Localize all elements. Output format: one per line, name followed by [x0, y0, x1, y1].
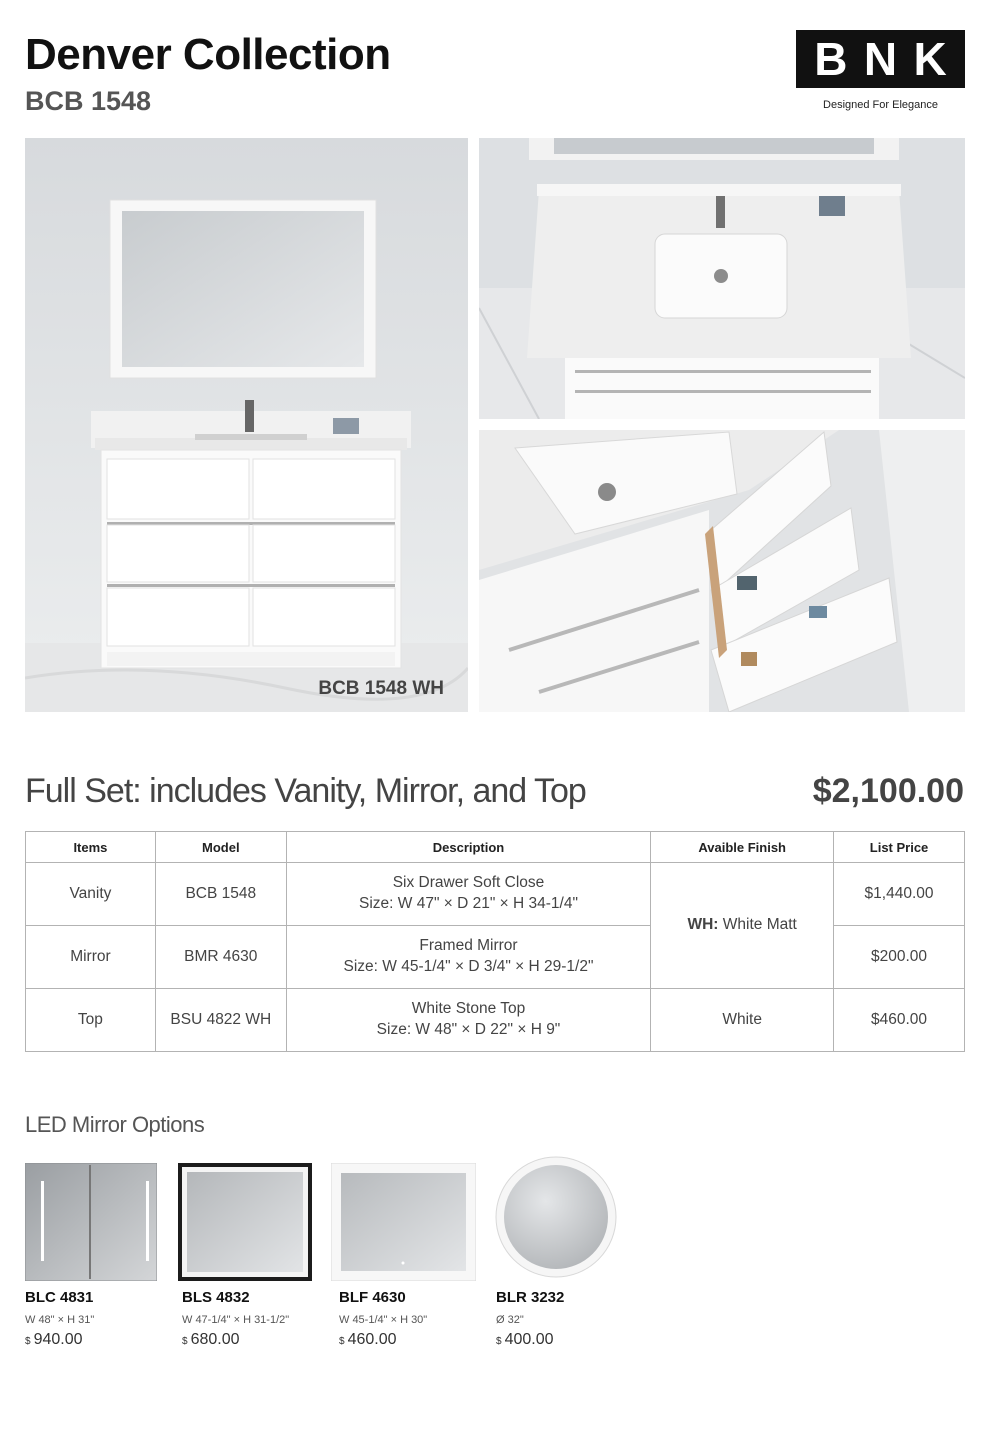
table-row — [26, 989, 965, 1052]
mirror-price — [25, 1331, 83, 1349]
mirror-model: BLC 4831 — [25, 1289, 94, 1306]
cell-price: $460.00 — [834, 989, 965, 1052]
product-photo-drawers — [479, 430, 965, 712]
mirror-model: BLS 4832 — [182, 1289, 250, 1306]
header-finish: Avaible Finish — [651, 832, 834, 863]
mirror-thumb-bls — [178, 1163, 312, 1281]
cell-model: BCB 1548 — [155, 863, 286, 926]
currency-symbol: $ — [182, 1336, 188, 1347]
mirror-model: BLF 4630 — [339, 1289, 406, 1306]
mirror-thumb-blc — [25, 1163, 157, 1281]
description-title: Six Drawer Soft Close — [392, 874, 545, 892]
mirror-dims: W 47-1/4" × H 31-1/2" — [182, 1314, 290, 1326]
cell-finish-shared — [651, 863, 834, 989]
finish-code: WH: — [687, 916, 719, 934]
logo-letter-k: K — [913, 33, 947, 85]
photo-caption: BCB 1548 WH — [318, 678, 444, 699]
description-size: Size: W 48" × D 22" × H 9" — [376, 1021, 561, 1038]
mirror-model: BLR 3232 — [496, 1289, 565, 1306]
description-title: White Stone Top — [411, 1000, 526, 1018]
mirror-price — [496, 1331, 554, 1349]
full-set-price: $2,100.00 — [812, 772, 964, 810]
cell-description — [286, 926, 651, 989]
logo-letter-b: B — [814, 33, 848, 85]
brand-logo — [796, 30, 965, 88]
mirror-thumb-blr — [495, 1156, 617, 1278]
logo-tagline: Designed For Elegance — [823, 99, 938, 111]
cell-model: BMR 4630 — [155, 926, 286, 989]
mirror-price — [339, 1331, 397, 1349]
full-set-label: Full Set: includes Vanity, Mirror, and Top — [25, 772, 586, 810]
mirror-dims: W 48" × H 31" — [25, 1314, 95, 1326]
product-photo-top-view — [479, 138, 965, 419]
led-options-title: LED Mirror Options — [25, 1112, 205, 1137]
description-size: Size: W 47" × D 21" × H 34-1/4" — [359, 895, 578, 912]
page-title: Denver Collection — [25, 30, 391, 79]
header-items: Items — [26, 832, 156, 863]
cell-item: Vanity — [26, 863, 156, 926]
finish-name: White Matt — [722, 916, 797, 934]
table-header-row — [26, 832, 965, 863]
cell-finish: White — [651, 989, 834, 1052]
cell-model: BSU 4822 WH — [155, 989, 286, 1052]
model-subtitle: BCB 1548 — [25, 86, 152, 116]
mirror-dims: Ø 32" — [496, 1314, 524, 1326]
currency-symbol: $ — [25, 1336, 31, 1347]
cell-item: Mirror — [26, 926, 156, 989]
mirror-price-value: 460.00 — [347, 1331, 397, 1348]
mirror-thumb-blf — [331, 1163, 476, 1281]
cell-item: Top — [26, 989, 156, 1052]
mirror-price-value: 680.00 — [190, 1331, 240, 1348]
header-list-price: List Price — [834, 832, 965, 863]
header-description: Description — [286, 832, 651, 863]
mirror-price-value: 400.00 — [504, 1331, 554, 1348]
cell-price: $200.00 — [834, 926, 965, 989]
product-photo-main — [25, 138, 468, 712]
currency-symbol: $ — [339, 1336, 345, 1347]
cell-description — [286, 863, 651, 926]
cell-price: $1,440.00 — [834, 863, 965, 926]
header-model: Model — [155, 832, 286, 863]
spec-table — [25, 831, 965, 1052]
cell-description — [286, 989, 651, 1052]
mirror-dims: W 45-1/4" × H 30" — [339, 1314, 428, 1326]
mirror-price — [182, 1331, 240, 1349]
currency-symbol: $ — [496, 1336, 502, 1347]
table-row — [26, 863, 965, 926]
description-title: Framed Mirror — [419, 937, 518, 955]
mirror-price-value: 940.00 — [33, 1331, 83, 1348]
description-size: Size: W 45-1/4" × D 3/4" × H 29-1/2" — [343, 958, 594, 975]
logo-letter-n: N — [863, 33, 898, 85]
